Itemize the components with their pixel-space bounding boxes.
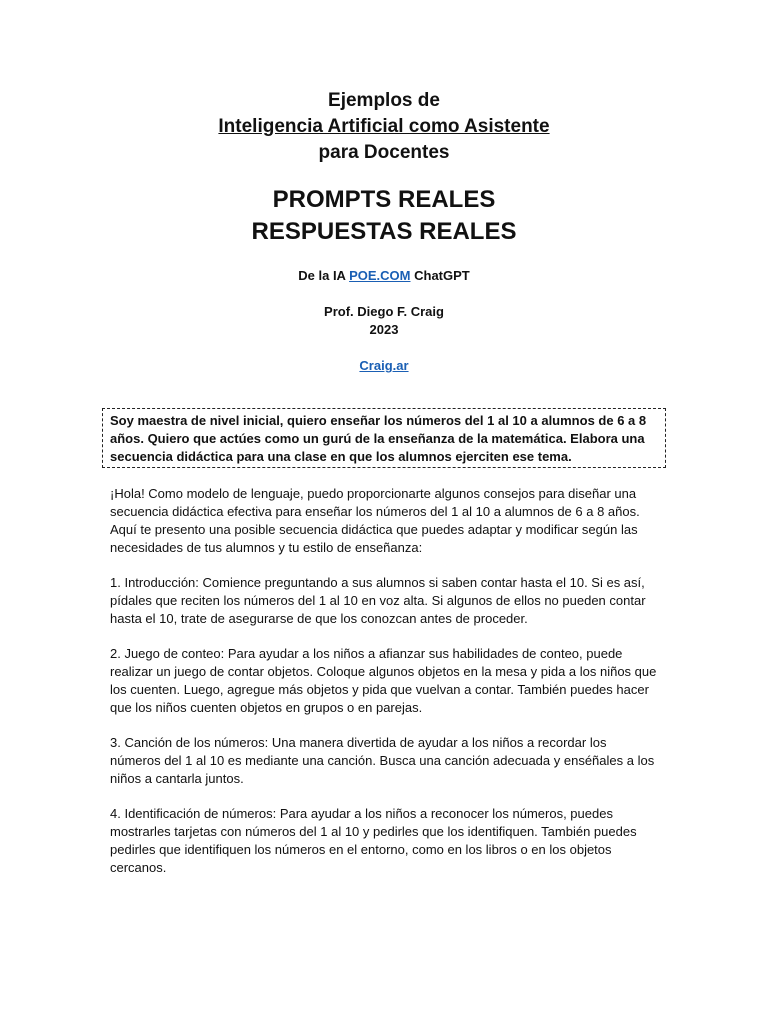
- author-name: Prof. Diego F. Craig: [324, 304, 444, 319]
- site-line: [0, 357, 768, 375]
- poe-link[interactable]: POE.COM: [349, 268, 411, 283]
- document-title: [0, 184, 768, 248]
- craig-site-link[interactable]: Craig.ar: [359, 358, 409, 373]
- title-line-2: RESPUESTAS REALES: [251, 218, 517, 245]
- response-intro: ¡Hola! Como modelo de lenguaje, puedo proporcionarte algunos consejos para diseñar una secuencia didáctica efectiva para enseñar los números del 1 al 10 a alumnos de 6 a 8 años. Aquí te presento una posible secuencia didáctica que puedes adaptar y modificar según las necesidades de tus alumnos y tu estilo de enseñanza:: [110, 486, 640, 555]
- title-line-1: PROMPTS REALES: [272, 186, 496, 213]
- document-header: [0, 88, 768, 166]
- response-text: [110, 485, 660, 894]
- response-step: 2. Juego de conteo: Para ayudar a los niños a afianzar sus habilidades de conteo, puede realizar un juego de contar objetos. Coloque algunos objetos en la mesa y pida a los niños que los cuenten. Luego, agregue más objetos y pida que vuelvan a contar. También puedes hacer que los niños cuenten objetos en grupos o en parejas.: [110, 646, 657, 715]
- author-block: [0, 303, 768, 339]
- response-step: 1. Introducción: Comience preguntando a sus alumnos si saben contar hasta el 10. Si es así, pídales que reciten los números del 1 al 10 en voz alta. Si algunos de ellos no pueden contar hasta el 10, trate de asegurarse de que los conozcan antes de proceder.: [110, 575, 646, 626]
- response-step: 3. Canción de los números: Una manera divertida de ayudar a los niños a recordar los números del 1 al 10 es mediante una canción. Busca una canción adecuada y enséñales a los niños a cantarla juntos.: [110, 735, 655, 786]
- header-line-2: Inteligencia Artificial como Asistente: [218, 116, 550, 137]
- source-suffix: ChatGPT: [410, 268, 470, 283]
- source-line: [0, 267, 768, 285]
- author-year: 2023: [369, 322, 399, 337]
- header-line-1: Ejemplos de: [328, 90, 440, 111]
- source-prefix: De la IA: [298, 268, 350, 283]
- header-line-3: para Docentes: [318, 142, 450, 163]
- prompt-box: Soy maestra de nivel inicial, quiero enseñar los números del 1 al 10 a alumnos de 6 a 8 años. Quiero que actúes como un gurú de la enseñanza de la matemática. Elabora una secuencia didáctica para una clase en que los alumnos ejerciten ese tema.: [102, 408, 666, 468]
- response-step: 4. Identificación de números: Para ayudar a los niños a reconocer los números, puedes mostrarles tarjetas con números del 1 al 10 y pedirles que los identifiquen. También puedes pedirles que identifiquen los números en el entorno, como en los libros o en los objetos cercanos.: [110, 806, 637, 875]
